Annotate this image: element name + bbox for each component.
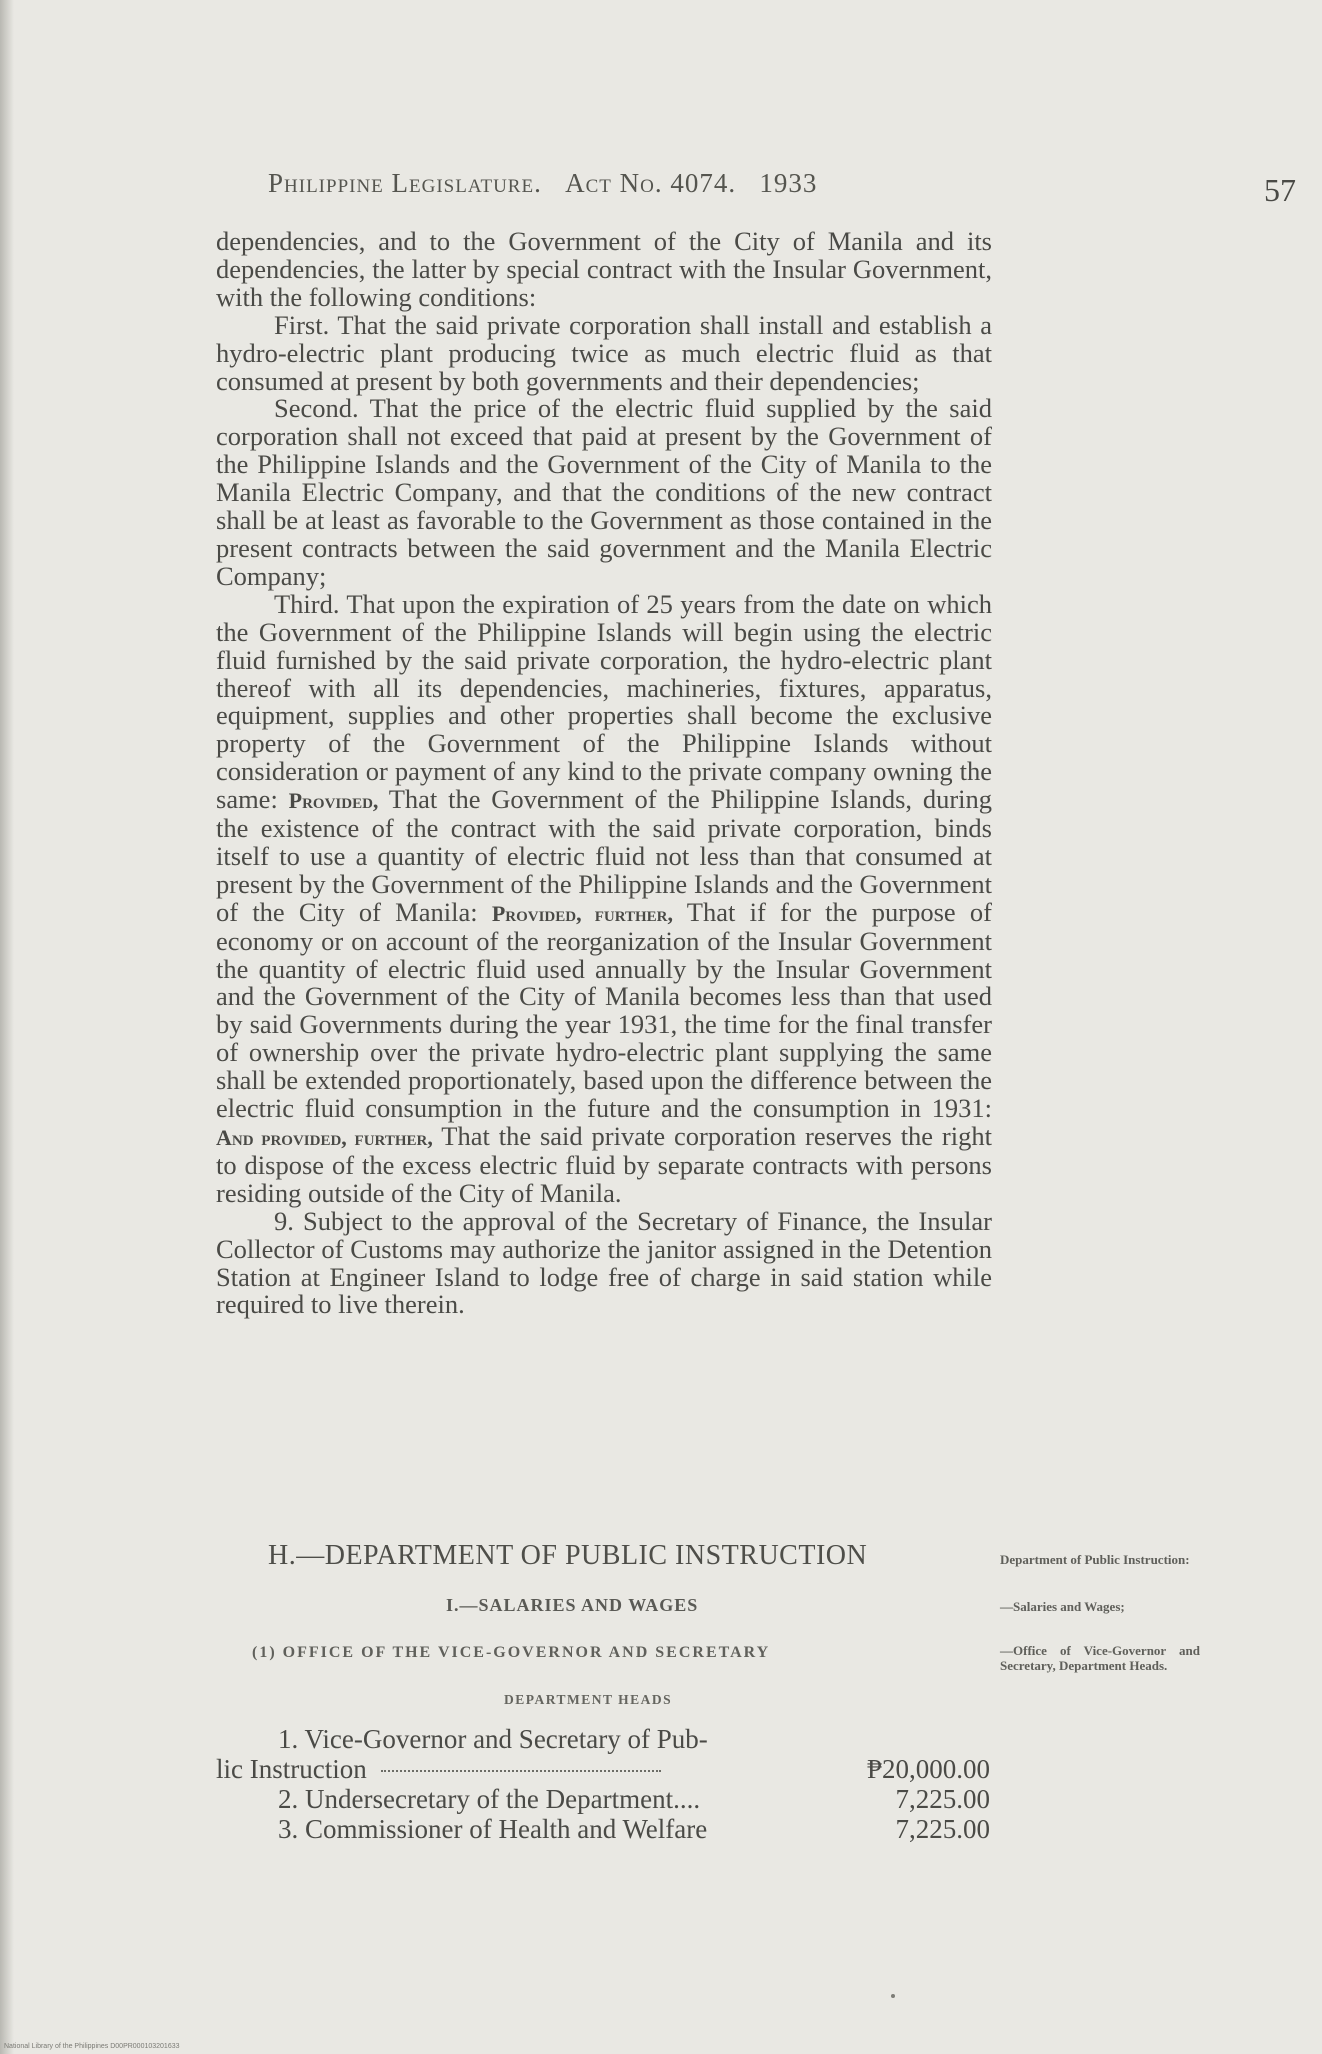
item-label-continued bbox=[216, 1754, 661, 1784]
item-amount: ₱20,000.00 bbox=[866, 1754, 990, 1784]
provided-clause-2: Provided, further, bbox=[491, 900, 674, 926]
third-condition-part-a: Third. That upon the expiration of 25 years from the date on which the Government of the Philippine Islands will begin using the electric fluid furnished by the said private corporation, the hydro-electric plant thereof with all its dependencies, machineries, fixtures, apparatus, equipment, supplies and other properties shall become the exclusive property of the Government of the Philippine Islands without consideration or payment of any kind to the private company owning the same: bbox=[216, 588, 992, 815]
paragraph-first-condition: First. That the said private corporation shall install and establish a hydro-electric plant producing twice as much electric fluid as that consumed at present by both governments and their dependencies; bbox=[216, 309, 992, 396]
margin-note-salaries: —Salaries and Wages; bbox=[1000, 1599, 1125, 1614]
paragraph-continuation: dependencies, and to the Government of the City of Manila and its dependencies, the latter by special contract with the Insular Government, with the following conditions: bbox=[216, 226, 992, 312]
scan-speck bbox=[891, 1994, 895, 1998]
department-heads-heading: DEPARTMENT HEADS bbox=[504, 1692, 673, 1707]
provided-clause-1: Provided, bbox=[288, 788, 379, 814]
third-condition-part-b: That the Government of the Philippine Islands, during the existence of the contract with the said private corporation, binds itself to use a quantity of electric fluid not less than that consumed at present by the Government of the Philippine Islands and the Government of the City of Manila: bbox=[216, 784, 993, 927]
salary-item bbox=[216, 1724, 996, 1754]
section-subtitle: I.—SALARIES AND WAGES bbox=[446, 1595, 699, 1615]
running-head bbox=[268, 168, 817, 199]
margin-note-office: —Office of Vice-Governor and Secretary, Department Heads. bbox=[1000, 1643, 1200, 1673]
third-condition-part-c: That if for the purpose of economy or on account of the reorganization of the Insular Government the quantity of electric fluid used annually by the Insular Government and the Government of the City of Manila becomes less than that used by said Governments during the year 1931, the time for the final transfer of ownership over the private hydro-electric plant supplying the same shall be extended proportionately, based upon the difference between the electric fluid consumption in the future and the consumption in 1931: bbox=[216, 896, 992, 1124]
salary-item-continued bbox=[216, 1754, 996, 1784]
leader-dots bbox=[381, 1770, 661, 1772]
third-condition-part-d: That the said private corporation reserves the right to dispose of the excess electric fluid by separate contracts with persons residing outside of the City of Manila. bbox=[216, 1121, 992, 1208]
item-label-line2: lic Instruction bbox=[216, 1754, 367, 1784]
paragraph-item-9: 9. Subject to the approval of the Secretary of Finance, the Insular Collector of Customs may authorize the janitor assigned in the Detention Station at Engineer Island to lodge free of charge in said station while required to live therein. bbox=[216, 1205, 992, 1320]
item-label: 2. Undersecretary of the Department.... bbox=[278, 1784, 701, 1814]
provided-clause-3: And provided, further, bbox=[216, 1125, 433, 1150]
margin-note-department: Department of Public Instruction: bbox=[1000, 1552, 1190, 1567]
salary-items bbox=[216, 1724, 996, 1844]
running-head-act: Act No. 4074. bbox=[565, 168, 737, 198]
item-amount: 7,225.00 bbox=[895, 1814, 990, 1844]
item-label: 1. Vice-Governor and Secretary of Pub- bbox=[278, 1724, 708, 1754]
page-number: 57 bbox=[1264, 172, 1296, 208]
section-title: H.—DEPARTMENT OF PUBLIC INSTRUCTION bbox=[268, 1540, 868, 1571]
salary-item bbox=[216, 1784, 996, 1814]
body-text bbox=[216, 228, 992, 1319]
page-binding-shadow bbox=[0, 0, 14, 2054]
salary-item bbox=[216, 1814, 996, 1844]
item-label: 3. Commissioner of Health and Welfare bbox=[278, 1814, 708, 1844]
paragraph-third-condition bbox=[216, 588, 993, 1208]
running-head-legislature: Philippine Legislature. bbox=[268, 168, 542, 198]
item-amount: 7,225.00 bbox=[895, 1784, 990, 1814]
running-head-year: 1933 bbox=[759, 168, 818, 198]
office-title: (1) OFFICE OF THE VICE-GOVERNOR AND SECRETARY bbox=[252, 1644, 771, 1661]
footer-credit: National Library of the Philippines D00PR000103201633 bbox=[4, 2043, 180, 2050]
paragraph-second-condition: Second. That the price of the electric fluid supplied by the said corporation shall not exceed that paid at present by the Government of the Philippine Islands and the Government of the City of Manila to the Manila Electric Company, and that the conditions of the new contract shall be at least as favorable to the Government as those contained in the present contracts between the said government and the Manila Electric Company; bbox=[216, 393, 992, 591]
